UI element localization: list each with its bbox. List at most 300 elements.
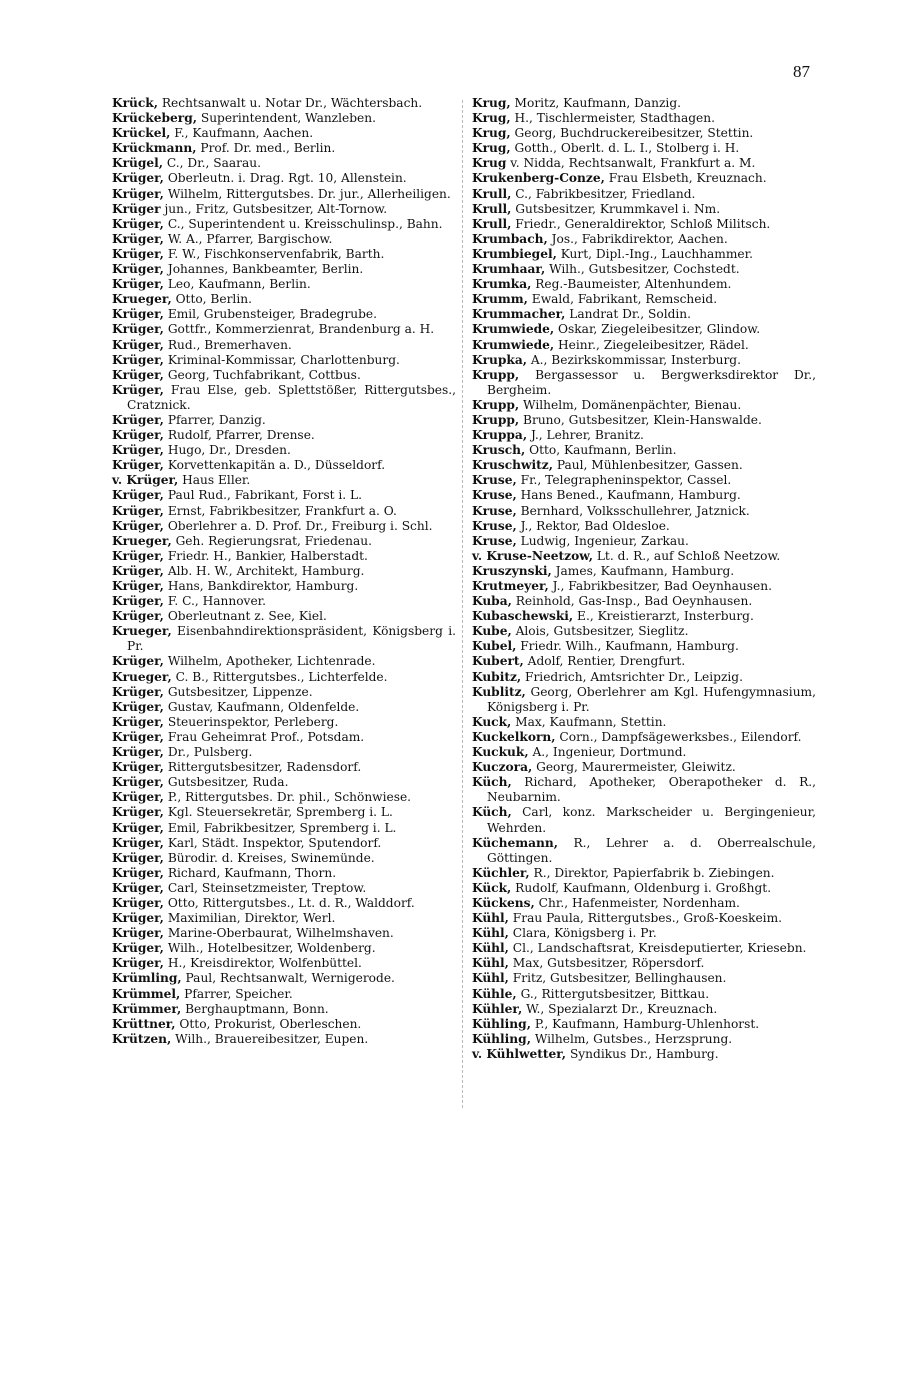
entry-details: Hugo, Dr., Dresden. — [167, 443, 291, 458]
entry-details: Friedr. H., Bankier, Halberstadt. — [167, 548, 368, 563]
directory-entry — [472, 609, 816, 624]
entry-details: v. Nidda, Rechtsanwalt, Frankfurt a. M. — [510, 156, 756, 171]
entry-name: Krüger, — [112, 322, 164, 337]
entry-details: H., Kreisdirektor, Wolfenbüttel. — [167, 956, 362, 971]
directory-entry — [112, 534, 456, 549]
entry-details: Kgl. Steuersekretär, Spremberg i. L. — [167, 805, 393, 820]
entry-name: Krümmer, — [112, 1001, 182, 1016]
entry-name: Krupka, — [472, 352, 527, 367]
entry-name: Krüger, — [112, 412, 164, 427]
entry-name: Kuba, — [472, 594, 512, 609]
entry-name: Krüger, — [112, 503, 164, 518]
entry-name: Kruse, — [472, 488, 517, 503]
entry-details: Syndikus Dr., Hamburg. — [569, 1046, 719, 1061]
entry-name: Krüger, — [112, 926, 164, 941]
directory-entry — [472, 277, 816, 292]
directory-entry — [112, 126, 456, 141]
directory-entry — [472, 941, 816, 956]
entry-details: Rud., Bremerhaven. — [167, 337, 292, 352]
entry-details: Clara, Königsberg i. Pr. — [512, 926, 657, 941]
entry-name: Krümling, — [112, 971, 182, 986]
directory-entry — [112, 941, 456, 956]
entry-details: Rechtsanwalt u. Notar Dr., Wächtersbach. — [161, 96, 423, 110]
entry-name: Krüger, — [112, 367, 164, 382]
entry-details: Bergassessor u. Bergwerksdirektor Dr., Bergheim. — [487, 367, 816, 397]
entry-name: Krug, — [472, 96, 511, 110]
entry-name: Kubitz, — [472, 669, 522, 684]
directory-entry — [472, 534, 816, 549]
entry-name: Kubert, — [472, 654, 524, 669]
directory-entry — [112, 881, 456, 896]
entry-name: Kuck, — [472, 714, 512, 729]
entry-details: C., Fabrikbesitzer, Friedland. — [515, 186, 696, 201]
entry-details: Fritz, Gutsbesitzer, Bellinghausen. — [512, 971, 727, 986]
entry-details: Corn., Dampfsägewerksbes., Eilendorf. — [559, 729, 802, 744]
entry-name: Krüger, — [112, 835, 164, 850]
directory-entry — [112, 353, 456, 368]
directory-entry — [472, 971, 816, 986]
entry-name: Krumwiede, — [472, 322, 555, 337]
directory-entry — [472, 488, 816, 503]
entry-name: v. Kruse-Neetzow, — [472, 548, 593, 563]
entry-name: Krüger, — [112, 579, 164, 593]
entry-details: R., Lehrer a. d. Oberrealschule, Göttingen. — [487, 835, 817, 865]
directory-entry — [472, 458, 816, 473]
right-column — [472, 96, 816, 1062]
directory-entry — [112, 1032, 456, 1047]
entry-details: Georg, Buchdruckereibesitzer, Stettin. — [514, 126, 754, 141]
directory-entry — [472, 715, 816, 730]
entry-details: Hans Bened., Kaufmann, Hamburg. — [520, 488, 741, 503]
directory-entry — [112, 1017, 456, 1032]
entry-name: Krüger, — [112, 277, 164, 292]
directory-entry — [472, 262, 816, 277]
entry-name: v. Kühlwetter, — [472, 1046, 567, 1061]
directory-entry — [112, 141, 456, 156]
entry-details: Gutsbesitzer, Ruda. — [167, 775, 289, 790]
entry-name: Krüger, — [112, 563, 164, 578]
entry-details: Ludwig, Ingenieur, Zarkau. — [520, 533, 689, 548]
entry-details: Gottfr., Kommerzienrat, Brandenburg a. H. — [167, 322, 435, 337]
directory-entry — [472, 549, 816, 564]
entry-name: Kruse, — [472, 533, 517, 548]
entry-details: Oberleutn. i. Drag. Rgt. 10, Allenstein. — [167, 171, 407, 186]
directory-entry — [472, 881, 816, 896]
entry-name: Krückmann, — [112, 141, 197, 156]
directory-entry — [472, 473, 816, 488]
entry-name: Kruse, — [472, 518, 517, 533]
directory-entry — [112, 564, 456, 579]
entry-name: Kruszynski, — [472, 563, 552, 578]
entry-details: Kriminal-Kommissar, Charlottenburg. — [167, 352, 400, 367]
entry-details: Paul Rud., Fabrikant, Forst i. L. — [167, 488, 362, 503]
entry-details: Lt. d. R., auf Schloß Neetzow. — [596, 548, 781, 563]
directory-entry — [472, 836, 816, 866]
entry-name: Krüger, — [112, 548, 164, 563]
entry-details: Emil, Grubensteiger, Bradegrube. — [167, 307, 378, 322]
entry-details: Reg.-Baumeister, Altenhundem. — [535, 277, 732, 292]
directory-entry — [112, 307, 456, 322]
entry-details: Georg, Oberlehrer am Kgl. Hufengymnasium, Königsberg i. Pr. — [487, 684, 816, 714]
entry-details: jun., Fritz, Gutsbesitzer, Alt-Tornow. — [164, 201, 388, 216]
entry-name: Krumbach, — [472, 231, 548, 246]
directory-entry — [472, 670, 816, 685]
directory-entry — [472, 202, 816, 217]
entry-name: Kuczora, — [472, 760, 533, 775]
directory-entry — [472, 654, 816, 669]
entry-details: Adolf, Rentier, Drengfurt. — [527, 654, 686, 669]
entry-name: Krupp, — [472, 397, 520, 412]
directory-entry — [472, 428, 816, 443]
directory-entry — [472, 1047, 816, 1062]
directory-entry — [112, 670, 456, 685]
entry-details: Superintendent, Wanzleben. — [200, 111, 376, 126]
entry-details: Leo, Kaufmann, Berlin. — [167, 277, 311, 292]
directory-entry — [112, 805, 456, 820]
entry-details: Rudolf, Pfarrer, Drense. — [167, 428, 315, 443]
directory-entry — [472, 730, 816, 745]
directory-entry — [112, 156, 456, 171]
entry-name: Kruppa, — [472, 428, 528, 443]
entry-details: H., Tischlermeister, Stadthagen. — [514, 111, 715, 126]
directory-entry — [472, 594, 816, 609]
entry-name: Kuckelkorn, — [472, 729, 556, 744]
page-number: 87 — [793, 62, 810, 81]
entry-name: Kube, — [472, 624, 512, 639]
entry-name: Krüger, — [112, 865, 164, 880]
entry-name: Krüger, — [112, 171, 164, 186]
entry-name: Krug, — [472, 111, 511, 126]
directory-entry — [472, 987, 816, 1002]
entry-name: Krumbiegel, — [472, 246, 557, 261]
entry-details: Gutsbesitzer, Lippenze. — [167, 684, 313, 699]
directory-entry — [472, 639, 816, 654]
directory-entry — [472, 956, 816, 971]
directory-entry — [112, 654, 456, 669]
entry-name: Krüger, — [112, 714, 164, 729]
entry-details: Richard, Apotheker, Oberapotheker d. R., Neubarnim. — [487, 775, 817, 805]
entry-details: Wilhelm, Apotheker, Lichtenrade. — [167, 654, 376, 669]
entry-details: Otto, Rittergutsbes., Lt. d. R., Walddorf. — [167, 895, 415, 910]
directory-entry — [472, 624, 816, 639]
entry-details: Wilhelm, Gutsbes., Herzsprung. — [534, 1031, 733, 1046]
entry-name: Krüger, — [112, 443, 164, 458]
entry-name: Krüger, — [112, 458, 164, 473]
entry-name: Kühling, — [472, 1016, 531, 1031]
entry-details: Bernhard, Volksschullehrer, Jatznick. — [520, 503, 750, 518]
entry-details: Prof. Dr. med., Berlin. — [200, 141, 336, 156]
entry-details: Wilh., Gutsbesitzer, Cochstedt. — [549, 262, 740, 277]
directory-entry — [472, 519, 816, 534]
entry-details: Oberleutnant z. See, Kiel. — [167, 609, 327, 624]
entry-details: Landrat Dr., Soldin. — [569, 307, 692, 322]
entry-details: A., Bezirkskommissar, Insterburg. — [530, 352, 741, 367]
directory-entry — [112, 896, 456, 911]
directory-entry — [112, 745, 456, 760]
entry-name: Kuckuk, — [472, 745, 529, 760]
entry-details: Haus Eller. — [182, 473, 251, 488]
directory-entry — [112, 790, 456, 805]
entry-name: Kruse, — [472, 503, 517, 518]
entry-details: W., Spezialarzt Dr., Kreuznach. — [526, 1001, 718, 1016]
entry-name: Krüger, — [112, 337, 164, 352]
directory-entry — [472, 322, 816, 337]
entry-name: Krück, — [112, 96, 158, 110]
entry-name: Krüger, — [112, 941, 164, 956]
entry-details: Jos., Fabrikdirektor, Aachen. — [551, 231, 728, 246]
entry-name: Krüger, — [112, 186, 164, 201]
entry-details: Marine-Oberbaurat, Wilhelmshaven. — [167, 926, 394, 941]
directory-entry — [472, 126, 816, 141]
entry-name: Kubaschewski, — [472, 609, 574, 624]
directory-entry — [472, 866, 816, 881]
entry-name: Krüger, — [112, 307, 164, 322]
entry-details: Cl., Landschaftsrat, Kreisdeputierter, Kriesebn. — [512, 941, 807, 956]
entry-details: Alois, Gutsbesitzer, Sieglitz. — [515, 624, 689, 639]
directory-entry — [472, 760, 816, 775]
entry-name: Krüger, — [112, 262, 164, 277]
entry-name: Kühler, — [472, 1001, 523, 1016]
entry-details: Paul, Rechtsanwalt, Wernigerode. — [185, 971, 395, 986]
entry-name: Krumwiede, — [472, 337, 555, 352]
entry-name: Krug, — [472, 126, 511, 141]
left-column — [112, 96, 456, 1047]
entry-name: Krüger, — [112, 216, 164, 231]
directory-entry — [472, 579, 816, 594]
directory-entry — [112, 322, 456, 337]
entry-name: Krüger, — [112, 352, 164, 367]
entry-details: Johannes, Bankbeamter, Berlin. — [167, 262, 364, 277]
directory-entry — [472, 96, 816, 111]
directory-entry — [112, 987, 456, 1002]
directory-entry — [112, 443, 456, 458]
directory-entry — [112, 926, 456, 941]
entry-details: F. W., Fischkonservenfabrik, Barth. — [167, 246, 385, 261]
entry-details: Otto, Prokurist, Oberleschen. — [179, 1016, 362, 1031]
entry-name: Krueger, — [112, 292, 172, 307]
entry-name: Krumhaar, — [472, 262, 546, 277]
entry-details: Korvettenkapitän a. D., Düsseldorf. — [167, 458, 386, 473]
entry-name: Kühl, — [472, 926, 509, 941]
entry-name: Krüger, — [112, 911, 164, 926]
entry-details: Berghauptmann, Bonn. — [185, 1001, 329, 1016]
entry-name: Kublitz, — [472, 684, 526, 699]
directory-entry — [112, 851, 456, 866]
entry-details: Emil, Fabrikbesitzer, Spremberg i. L. — [167, 820, 397, 835]
directory-entry — [112, 715, 456, 730]
directory-entry — [472, 368, 816, 398]
entry-name: Krull, — [472, 201, 512, 216]
entry-name: v. Krüger, — [112, 473, 179, 488]
entry-details: Friedr. Wilh., Kaufmann, Hamburg. — [520, 639, 739, 654]
entry-details: Pfarrer, Danzig. — [167, 412, 266, 427]
directory-entry — [112, 624, 456, 654]
directory-entry — [472, 745, 816, 760]
directory-entry — [472, 232, 816, 247]
directory-entry — [112, 338, 456, 353]
entry-details: Kurt, Dipl.-Ing., Lauchhammer. — [560, 246, 753, 261]
entry-details: A., Ingenieur, Dortmund. — [532, 745, 687, 760]
entry-name: Krüger, — [112, 745, 164, 760]
entry-name: Krüger, — [112, 895, 164, 910]
directory-entry — [472, 504, 816, 519]
entry-name: Krumka, — [472, 277, 532, 292]
entry-name: Krüger, — [112, 609, 164, 624]
directory-entry — [112, 488, 456, 503]
entry-details: C., Dr., Saarau. — [166, 156, 261, 171]
directory-entry — [112, 685, 456, 700]
entry-details: Rittergutsbesitzer, Radensdorf. — [167, 760, 362, 775]
entry-details: Frau Elsbeth, Kreuznach. — [608, 171, 767, 186]
directory-entry — [472, 926, 816, 941]
entry-name: Krupp, — [472, 412, 520, 427]
directory-entry — [112, 473, 456, 488]
entry-name: Kühl, — [472, 971, 509, 986]
entry-name: Krüger, — [112, 699, 164, 714]
entry-details: Gotth., Oberlt. d. L. I., Stolberg i. H. — [514, 141, 740, 156]
directory-entry — [112, 956, 456, 971]
entry-name: Kückens, — [472, 895, 535, 910]
directory-entry — [112, 504, 456, 519]
directory-entry — [112, 760, 456, 775]
entry-details: J., Rektor, Bad Oldesloe. — [520, 518, 670, 533]
entry-details: Oskar, Ziegeleibesitzer, Glindow. — [558, 322, 761, 337]
directory-entry — [472, 1017, 816, 1032]
entry-details: Hans, Bankdirektor, Hamburg. — [167, 579, 359, 593]
directory-columns — [112, 96, 817, 1326]
directory-entry — [112, 609, 456, 624]
entry-details: Wilhelm, Rittergutsbes. Dr. jur., Allerheiligen. — [167, 186, 451, 201]
column-divider — [462, 100, 464, 1108]
directory-entry — [112, 836, 456, 851]
entry-name: Krüger, — [112, 246, 164, 261]
entry-details: Wilh., Brauereibesitzer, Eupen. — [175, 1031, 369, 1046]
directory-entry — [112, 549, 456, 564]
entry-details: Oberlehrer a. D. Prof. Dr., Freiburg i. Schl. — [167, 518, 433, 533]
entry-details: W. A., Pfarrer, Bargischow. — [167, 231, 333, 246]
directory-entry — [472, 775, 816, 805]
entry-details: J., Lehrer, Branitz. — [530, 428, 644, 443]
entry-details: Frau Paula, Rittergutsbes., Groß-Koeskeim. — [512, 911, 783, 926]
directory-entry — [112, 217, 456, 232]
entry-details: Friedr., Generaldirektor, Schloß Militsch. — [515, 216, 771, 231]
directory-entry — [112, 730, 456, 745]
directory-entry — [472, 398, 816, 413]
entry-name: Krüger, — [112, 790, 164, 805]
entry-name: Krüger, — [112, 594, 164, 609]
entry-name: Krummacher, — [472, 307, 566, 322]
directory-entry — [112, 383, 456, 413]
directory-entry — [112, 96, 456, 111]
directory-entry — [472, 217, 816, 232]
entry-details: Bürodir. d. Kreises, Swinemünde. — [167, 850, 375, 865]
entry-details: C., Superintendent u. Kreisschulinsp., Bahn. — [167, 216, 443, 231]
entry-details: C. B., Rittergutsbes., Lichterfelde. — [175, 669, 388, 684]
entry-name: Krüger, — [112, 880, 164, 895]
directory-entry — [472, 805, 816, 835]
entry-details: Heinr., Ziegeleibesitzer, Rädel. — [558, 337, 749, 352]
directory-entry — [112, 458, 456, 473]
entry-details: Max, Gutsbesitzer, Röpersdorf. — [512, 956, 705, 971]
directory-entry — [112, 594, 456, 609]
entry-details: Carl, konz. Markscheider u. Bergingenieur, Wehrden. — [487, 805, 816, 835]
entry-details: Wilh., Hotelbesitzer, Woldenberg. — [167, 941, 376, 956]
entry-name: Krug — [472, 156, 507, 171]
directory-entry — [112, 232, 456, 247]
entry-name: Kühl, — [472, 941, 509, 956]
entry-details: Fr., Telegrapheninspektor, Cassel. — [520, 473, 732, 488]
entry-name: Krüger, — [112, 488, 164, 503]
entry-details: Otto, Berlin. — [175, 292, 252, 307]
entry-details: F., Kaufmann, Aachen. — [174, 126, 314, 141]
directory-entry — [112, 111, 456, 126]
directory-entry — [472, 896, 816, 911]
entry-name: Krüger — [112, 201, 161, 216]
entry-name: Krusch, — [472, 443, 526, 458]
entry-details: Eisenbahndirektionspräsident, Königsberg i. Pr. — [127, 624, 457, 654]
entry-details: Moritz, Kaufmann, Danzig. — [514, 96, 682, 110]
directory-entry — [472, 353, 816, 368]
directory-entry — [112, 171, 456, 186]
entry-details: Frau Else, geb. Splettstößer, Rittergutsbes., Cratznick. — [127, 382, 456, 412]
entry-details: Georg, Tuchfabrikant, Cottbus. — [167, 367, 361, 382]
directory-entry — [112, 579, 456, 594]
entry-name: Küch, — [472, 805, 512, 820]
entry-name: Krueger, — [112, 624, 172, 639]
directory-entry — [112, 413, 456, 428]
entry-details: Chr., Hafenmeister, Nordenham. — [538, 895, 740, 910]
entry-name: Küchemann, — [472, 835, 558, 850]
directory-entry — [112, 911, 456, 926]
directory-entry — [112, 821, 456, 836]
entry-name: Krümmel, — [112, 986, 181, 1001]
entry-details: Max, Kaufmann, Stettin. — [515, 714, 667, 729]
directory-entry — [112, 292, 456, 307]
directory-entry — [112, 866, 456, 881]
entry-name: Kühl, — [472, 911, 509, 926]
entry-name: Krüger, — [112, 729, 164, 744]
entry-name: Kühle, — [472, 986, 517, 1001]
directory-entry — [112, 519, 456, 534]
entry-name: Krückeberg, — [112, 111, 197, 126]
directory-entry — [112, 1002, 456, 1017]
entry-details: Frau Geheimrat Prof., Potsdam. — [167, 729, 365, 744]
entry-details: Geh. Regierungsrat, Friedenau. — [175, 533, 372, 548]
directory-entry — [472, 307, 816, 322]
directory-entry — [112, 700, 456, 715]
directory-entry — [112, 277, 456, 292]
entry-details: P., Rittergutsbes. Dr. phil., Schönwiese. — [167, 790, 412, 805]
entry-name: Krüttner, — [112, 1016, 176, 1031]
directory-entry — [112, 187, 456, 202]
directory-entry — [472, 338, 816, 353]
directory-entry — [472, 1032, 816, 1047]
entry-name: Krug, — [472, 141, 511, 156]
directory-entry — [112, 971, 456, 986]
entry-details: Bruno, Gutsbesitzer, Klein-Hanswalde. — [523, 412, 762, 427]
entry-details: Otto, Kaufmann, Berlin. — [529, 443, 677, 458]
entry-name: Kühl, — [472, 956, 509, 971]
entry-name: Krüger, — [112, 382, 164, 397]
entry-details: Gutsbesitzer, Krummkavel i. Nm. — [515, 201, 721, 216]
entry-details: Wilhelm, Domänenpächter, Bienau. — [523, 397, 742, 412]
entry-name: Krüger, — [112, 428, 164, 443]
entry-name: Küchler, — [472, 865, 530, 880]
directory-entry — [472, 141, 816, 156]
directory-entry — [472, 247, 816, 262]
entry-details: P., Kaufmann, Hamburg-Uhlenhorst. — [534, 1016, 760, 1031]
entry-name: Krüger, — [112, 654, 164, 669]
